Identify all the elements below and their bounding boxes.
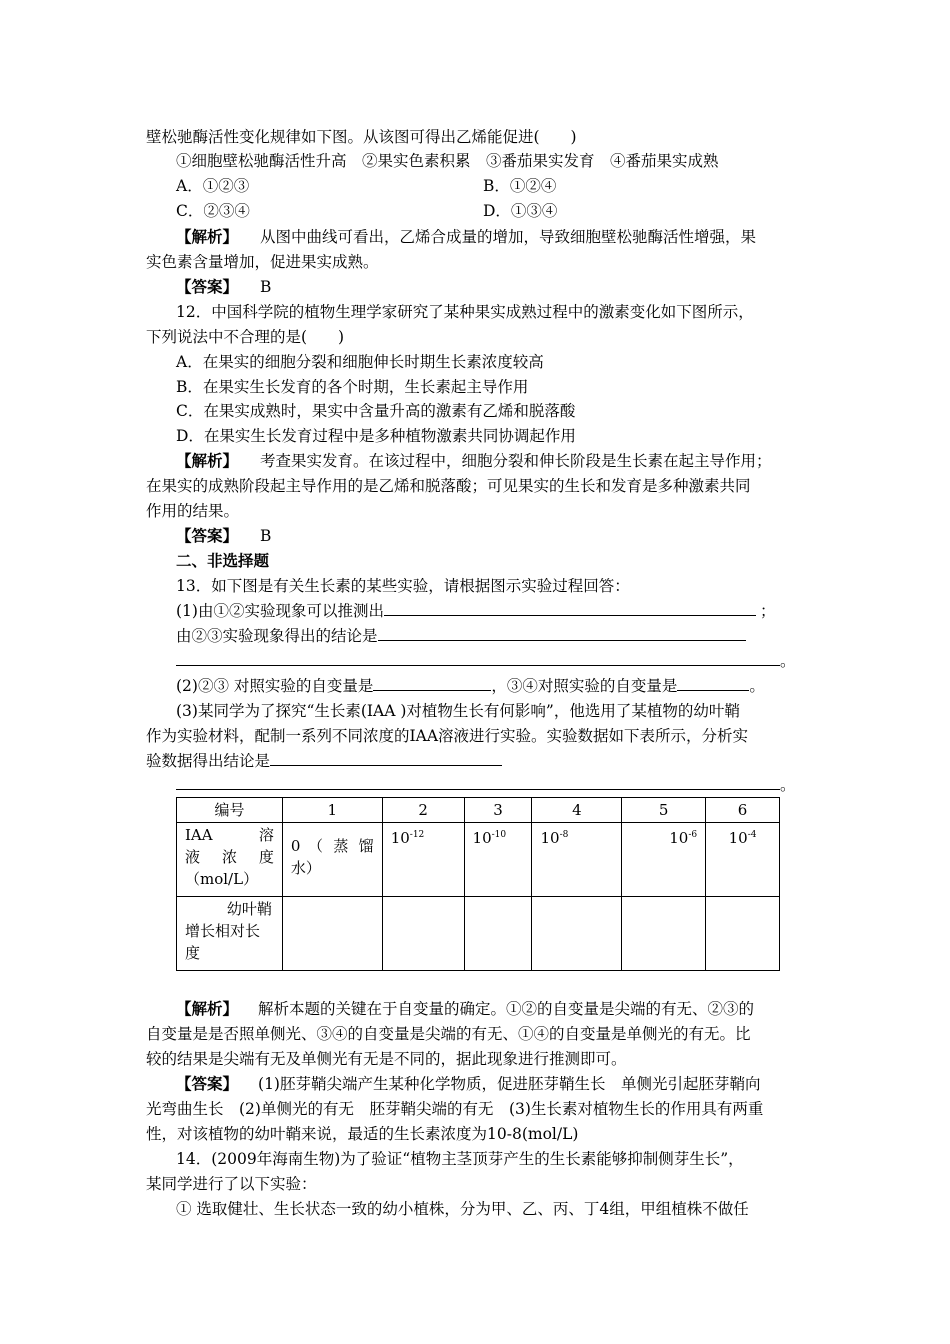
conc-exp: -8 (559, 830, 569, 840)
header-col: 3 (464, 798, 532, 823)
q11-analysis-cont: 实色素含量增加，促进果实成熟。 (146, 253, 379, 271)
table-cell (532, 823, 622, 897)
table-row (177, 897, 780, 971)
q13-stem: 13．如下图是有关生长素的某些实验，请根据图示实验过程回答： (176, 577, 630, 595)
q11-option-d: D．①③④ (483, 202, 558, 220)
table-cell[interactable] (706, 897, 780, 971)
q11-option-a: A．①②③ (176, 177, 250, 195)
row-label-line: 增长相对长 (185, 922, 261, 940)
q12-stem: 12．中国科学院的植物生理学家研究了某种果实成熟过程中的激素变化如下图所示， (176, 303, 754, 321)
cell-line: 水） (290, 859, 321, 877)
q13-part1c (176, 650, 796, 672)
row-label-line: 液 浓 度 (185, 848, 274, 866)
conc-base: 10 (390, 829, 410, 847)
row-label-line: （mol/L） (185, 870, 259, 888)
section-title: 二、非选择题 (176, 552, 270, 570)
q13-analysis-cont2: 较的结果是尖端有无及单侧光有无是不同的，据此现象进行推测即可。 (146, 1050, 627, 1068)
answer-blank[interactable] (384, 600, 756, 616)
q13-part3-cont2 (146, 750, 502, 772)
table-cell (282, 823, 382, 897)
answer-label: 【答案】 (176, 527, 239, 545)
q11-option-c: C．②③④ (176, 202, 250, 220)
header-col: 1 (282, 798, 382, 823)
q13-part1b-text: 由②③实验现象得出的结论是 (176, 627, 378, 645)
analysis-label: 【解析】 (176, 1000, 239, 1018)
q11-analysis (176, 226, 756, 248)
q13-analysis-cont: 自变量是是否照单侧光、③④的自变量是尖端的有无、①④的自变量是单侧光的有无。比 (146, 1025, 751, 1043)
answer-blank[interactable] (176, 774, 780, 790)
table-cell[interactable] (532, 897, 622, 971)
table-cell (382, 823, 464, 897)
q13-part3: (3)某同学为了探究“生长素(IAA )对植物生长有何影响”，他选用了某植物的幼叶鞘 (176, 702, 740, 720)
q12-option-b: B．在果实生长发育的各个时期，生长素起主导作用 (176, 378, 529, 396)
table-cell[interactable] (464, 897, 532, 971)
q11-items: ①细胞壁松驰酶活性升高 ②果实色素积累 ③番茄果实发育 ④番茄果实成熟 (176, 152, 719, 170)
table-cell (706, 823, 780, 897)
q13-part3-text: 验数据得出结论是 (146, 752, 271, 770)
q11-stem: 壁松驰酶活性变化规律如下图。从该图可得出乙烯能促进( ) (146, 128, 577, 146)
q12-stem-cont: 下列说法中不合理的是( ) (146, 328, 345, 346)
answer-label: 【答案】 (176, 278, 239, 296)
table-cell[interactable] (622, 897, 706, 971)
analysis-label: 【解析】 (176, 452, 239, 470)
q13-answer-cont: 光弯曲生长 (2)单侧光的有无 胚芽鞘尖端的有无 (3)生长素对植物生长的作用具有两重 (146, 1100, 764, 1118)
answer-blank[interactable] (677, 675, 749, 691)
q12-option-a: A．在果实的细胞分裂和细胞伸长时期生长素浓度较高 (176, 353, 544, 371)
header-col: 6 (706, 798, 780, 823)
answer-blank[interactable] (270, 750, 502, 766)
answer-blank[interactable] (373, 675, 491, 691)
table-cell[interactable] (282, 897, 382, 971)
answer-blank[interactable] (378, 625, 746, 641)
punct: 。 (780, 776, 796, 794)
q12-analysis (176, 450, 772, 472)
q12-analysis-cont: 在果实的成熟阶段起主导作用的是乙烯和脱落酸；可见果实的生长和发育是多种激素共同 (146, 477, 751, 495)
row-label-line: 度 (185, 944, 201, 962)
header-col: 5 (622, 798, 706, 823)
q11-option-b: B．①②④ (483, 177, 557, 195)
punct: 。 (780, 652, 796, 670)
cell-line: 0 （ 蒸 馏 (290, 837, 374, 855)
table-header-row (177, 798, 780, 823)
analysis-text: 解析本题的关键在于自变量的确定。①②的自变量是尖端的有无、②③的 (258, 1000, 755, 1018)
answer-blank[interactable] (176, 650, 780, 666)
q13-answer-cont2: 性，对该植物的幼叶鞘来说，最适的生长素浓度为10-8(mol/L) (146, 1125, 579, 1143)
conc-exp: -6 (688, 830, 698, 840)
row-label (177, 897, 283, 971)
q12-option-d: D．在果实生长发育过程中是多种植物激素共同协调起作用 (176, 427, 576, 445)
analysis-label: 【解析】 (176, 228, 239, 246)
q13-part3-cont: 作为实验材料，配制一系列不同浓度的IAA溶液进行实验。实验数据如下表所示，分析实 (146, 727, 749, 745)
table-cell[interactable] (382, 897, 464, 971)
iaa-data-table (176, 797, 780, 971)
q13-part1b (176, 625, 746, 647)
punct: 。 (749, 677, 765, 695)
table-row (177, 823, 780, 897)
q13-part3-blank-line (176, 774, 796, 796)
row-label (177, 823, 283, 897)
analysis-text: 考查果实发育。在该过程中，细胞分裂和伸长阶段是生长素在起主导作用； (260, 452, 772, 470)
q13-part2 (176, 675, 765, 697)
conc-base: 10 (540, 829, 560, 847)
header-label: 编号 (177, 798, 283, 823)
q14-stem-cont: 某同学进行了以下实验： (146, 1175, 317, 1193)
q13-part2-text: (2)②③ 对照实验的自变量是 (176, 677, 374, 695)
conc-base: 10 (669, 829, 689, 847)
q12-analysis-cont2: 作用的结果。 (146, 502, 240, 520)
q12-option-c: C．在果实成熟时，果实中含量升高的激素有乙烯和脱落酸 (176, 402, 576, 420)
q11-answer (176, 276, 271, 298)
answer-text: (1)胚芽鞘尖端产生某种化学物质，促进胚芽鞘生长 单侧光引起胚芽鞘向 (258, 1075, 761, 1093)
q14-stem: 14．(2009年海南生物)为了验证“植物主茎顶芽产生的生长素能够抑制侧芽生长”， (176, 1150, 744, 1168)
conc-exp: -4 (747, 830, 757, 840)
q13-part1 (176, 600, 775, 622)
q14-step1: ① 选取健壮、生长状态一致的幼小植株，分为甲、乙、丙、丁4组，甲组植株不做任 (176, 1200, 749, 1218)
conc-base: 10 (472, 829, 492, 847)
q13-answer (176, 1073, 760, 1095)
answer-label: 【答案】 (176, 1075, 239, 1093)
conc-base: 10 (728, 829, 748, 847)
header-col: 4 (532, 798, 622, 823)
conc-exp: -12 (409, 830, 425, 840)
table-cell (622, 823, 706, 897)
q13-analysis (176, 998, 754, 1020)
answer-text: B (260, 278, 272, 296)
row-label-line: 幼叶鞘 (226, 900, 272, 918)
row-label-line: IAA 溶 (185, 826, 274, 844)
punct: ； (759, 602, 776, 620)
q13-part2-text2: ，③④对照实验的自变量是 (491, 677, 678, 695)
q12-answer (176, 525, 271, 547)
header-col: 2 (382, 798, 464, 823)
table-cell (464, 823, 532, 897)
conc-exp: -10 (491, 830, 507, 840)
answer-text: B (260, 527, 272, 545)
q13-part1-text: (1)由①②实验现象可以推测出 (176, 602, 384, 620)
analysis-text: 从图中曲线可看出，乙烯合成量的增加，导致细胞壁松驰酶活性增强，果 (260, 228, 757, 246)
